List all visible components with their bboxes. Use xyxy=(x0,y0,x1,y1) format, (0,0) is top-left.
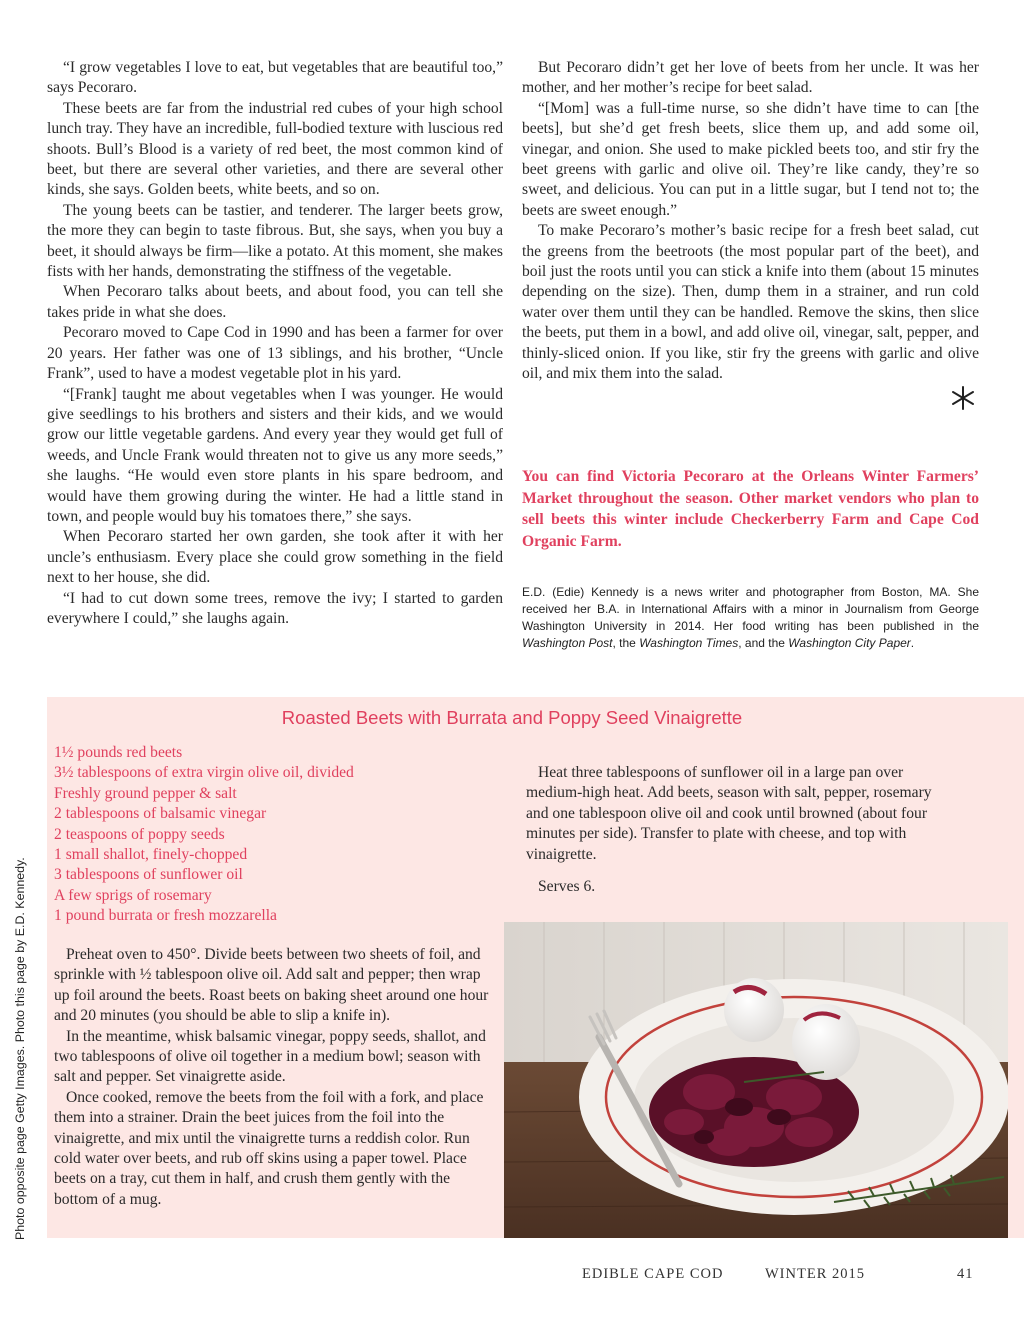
bio-text: , and the xyxy=(738,636,789,650)
roasted-beets-photo xyxy=(504,922,1008,1238)
ingredient-item: 1 pound burrata or fresh mozzarella xyxy=(54,907,277,925)
article-paragraph: When Pecoraro talks about beets, and about food, you can tell she takes pride in what she does. xyxy=(47,283,503,321)
recipe-step: Once cooked, remove the beets from the foil with a fork, and place them into a strainer. Drain the beet juices from the foil into the vinaigrette, and mix until the vinaigrette turns a reddish color. Run cold water over beets, and rub off skins using a paper towel. Place beets on a tray, cut them in half, and crush them gently with the bottom of a mug. xyxy=(54,1088,484,1208)
author-bio xyxy=(522,584,979,652)
recipe-instructions-right xyxy=(526,763,956,909)
footer-page-number: 41 xyxy=(957,1266,974,1282)
publication-name: Washington Times xyxy=(639,636,739,650)
article-paragraph: “[Frank] taught me about vegetables when I was younger. He would give seedlings to his brothers and sisters and their kids, and we would grow our little vegetable gardens. And every year they would get full of weeds, and Uncle Frank would threaten not to give us any more seeds,” she laughs. “He would even store plants in his spare bedroom, and would have them growing during the winter. He had a little stand in town, and people would buy his tomatoes there,” she says. xyxy=(47,385,503,525)
ingredient-item: 3 tablespoons of sunflower oil xyxy=(54,866,243,884)
publication-name: Washington Post xyxy=(522,636,613,650)
article-paragraph: But Pecoraro didn’t get her love of beets from her uncle. It was her mother, and her mother’s recipe for beet salad. xyxy=(522,59,979,97)
publication-name: Washington City Paper xyxy=(788,636,911,650)
recipe-step: Preheat oven to 450°. Divide beets between two sheets of foil, and sprinkle with ½ tablespoon olive oil. Add salt and pepper; then wrap up foil around the beets. Roast beets on baking sheet around one hour and 20 minutes (you should be able to slip a knife in). xyxy=(54,946,489,1025)
ingredient-item: Freshly ground pepper & salt xyxy=(54,784,237,802)
bio-text: E.D. (Edie) Kennedy is a news writer and photographer from Boston, MA. She received her B.A. in International Affairs with a minor in Journalism from George Washington University in 2014. Her food writing has been published in the xyxy=(522,585,979,633)
ingredient-item: A few sprigs of rosemary xyxy=(54,886,212,904)
ingredient-item: 2 tablespoons of balsamic vinegar xyxy=(54,805,267,823)
footer-magazine-name: EDIBLE CAPE COD xyxy=(582,1266,724,1282)
article-paragraph: “I had to cut down some trees, remove the ivy; I started to garden everywhere I could,” she laughs again. xyxy=(47,589,503,627)
article-paragraph: When Pecoraro started her own garden, she took after it with her uncle’s enthusiasm. Every place she could grow something in the field next to her house, she did. xyxy=(47,528,503,587)
recipe-step: In the meantime, whisk balsamic vinegar, poppy seeds, shallot, and two tablespoons of olive oil together in a medium bowl; season with salt and pepper. Set vinaigrette aside. xyxy=(54,1027,486,1086)
recipe-title: Roasted Beets with Burrata and Poppy Seed Vinaigrette xyxy=(281,707,743,728)
ingredient-item: 1 small shallot, finely-chopped xyxy=(54,846,248,864)
article-right-column xyxy=(522,58,979,385)
article-paragraph: “I grow vegetables I love to eat, but vegetables that are beautiful too,” says Pecoraro. xyxy=(47,59,503,97)
article-paragraph: Pecoraro moved to Cape Cod in 1990 and has been a farmer for over 20 years. Her father was one of 13 siblings, and his brother, “Uncle Frank”, used to have a modest vegetable plot in his yard. xyxy=(47,324,503,383)
recipe-instructions-left xyxy=(54,945,494,1210)
bio-text: . xyxy=(910,636,915,650)
article-paragraph: To make Pecoraro’s mother’s basic recipe for a fresh beet salad, cut the greens from the beetroots (the most popular part of the beet), and boil just the roots until you can stick a knife into them (about 15 minutes depending on the size). Then, dump them in a strainer, and run cold water over them until they can be handled. Remove the skins, then slice the beets, put them in a bowl, and add olive oil, vinegar, salt, pepper, and thinly-sliced onion. If you like, stir fry the greens with garlic and olive oil, and mix them into the salad. xyxy=(522,222,979,383)
article-paragraph: The young beets can be tastier, and tenderer. The larger beets grow, the more they can begin to taste fibrous. But, she says, when you buy a beet, it should always be firm—like a potato. At this moment, she makes fists with her hands, demonstrating the stiffness of the vegetable. xyxy=(47,201,503,281)
ingredient-item: 2 teaspoons of poppy seeds xyxy=(54,825,225,843)
end-mark-asterisk-icon xyxy=(950,385,976,411)
vendor-callout: You can find Victoria Pecoraro at the Orleans Winter Farmers’ Market throughout the season. Other market vendors who plan to sell beets this winter include Checkerberry Farm and Cape Cod Organic Farm. xyxy=(522,468,979,550)
article-left-column xyxy=(47,58,503,629)
recipe-servings: Serves 6. xyxy=(538,878,596,896)
photo-credit: Photo opposite page Getty Images. Photo this page by E.D. Kennedy. xyxy=(13,857,27,1240)
footer-issue: WINTER 2015 xyxy=(765,1266,865,1282)
article-paragraph: “[Mom] was a full-time nurse, so she didn’t have time to can [the beets], but she’d get fresh beets, slice them up, and add some oil, vinegar, and onion. She used to make pickled beets too, and stir fry the beet greens with garlic and olive oil. They’re like candy, they’re so sweet, and delicious. You can put in a little sugar, but I tend not to; the beets are sweet enough.” xyxy=(522,99,979,219)
article-paragraph: These beets are far from the industrial red cubes of your high school lunch tray. They have an incredible, full-bodied texture with luscious red shoots. Bull’s Blood is a variety of red beet, the most common kind of beet, but there are several other varieties, and there are several other kinds, she says. Golden beets, white beets, and so on. xyxy=(47,99,503,199)
bio-text: , the xyxy=(612,636,640,650)
ingredient-item: 3½ tablespoons of extra virgin olive oil, divided xyxy=(54,764,354,782)
ingredient-list xyxy=(54,743,494,927)
ingredient-item: 1½ pounds red beets xyxy=(54,744,183,761)
recipe-step: Heat three tablespoons of sunflower oil in a large pan over medium-high heat. Add beets, season with salt, pepper, rosemary and one tablespoon olive oil and cook until browned (about four minutes per side). Transfer to plate with cheese, and top with vinaigrette. xyxy=(526,764,932,863)
